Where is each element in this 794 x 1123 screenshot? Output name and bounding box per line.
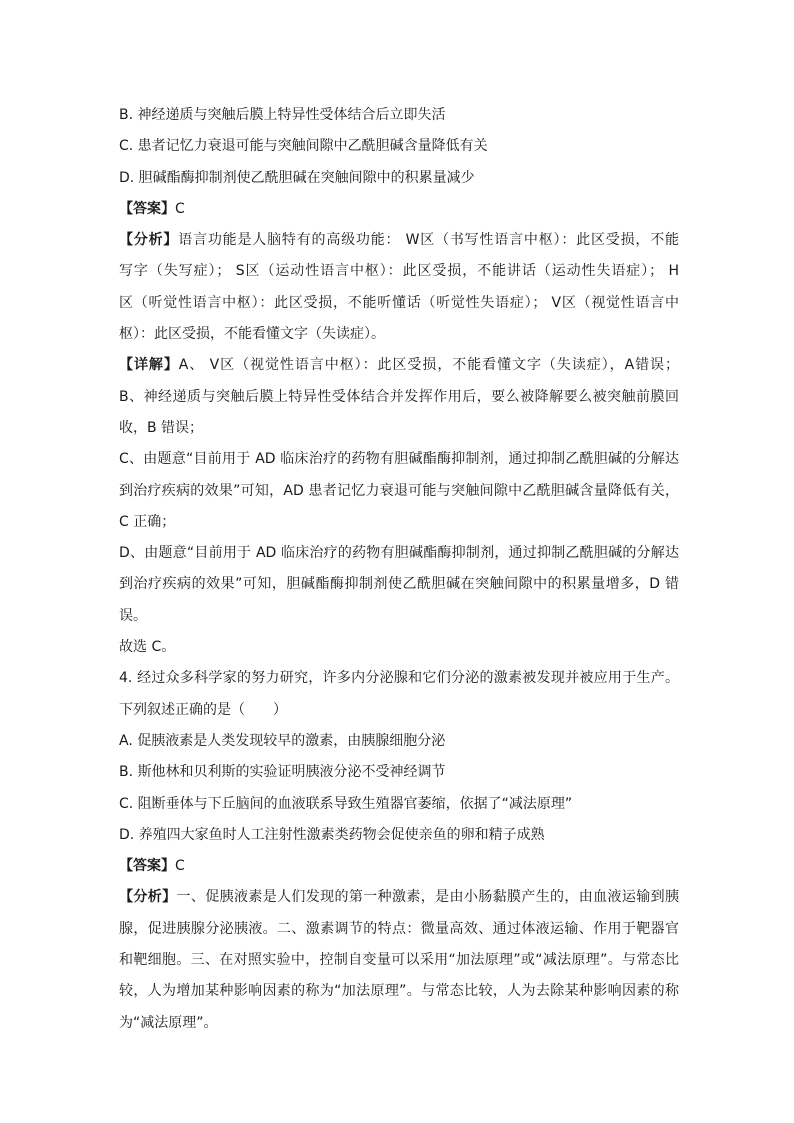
text-line	[119, 476, 679, 507]
section-tag: 【答案】	[119, 858, 175, 875]
text-line	[119, 976, 679, 1007]
section-tag: 【分析】	[119, 889, 177, 906]
line-text: A、 V区（视觉性语言中枢）：此区受损，不能看懂文字（失读症），A错误；	[178, 357, 679, 374]
line-text: 误。	[119, 607, 147, 624]
text-line	[119, 319, 679, 350]
text-line	[119, 131, 679, 162]
text-line	[119, 507, 679, 538]
document-body	[119, 100, 679, 1039]
text-line	[119, 1008, 679, 1039]
text-line	[119, 444, 679, 475]
section-tag: 【详解】	[119, 357, 179, 374]
text-line	[119, 820, 679, 851]
line-text: 区（听觉性语言中枢）：此区受损，不能听懂话（听觉性失语症）； V区（视觉性语言中	[119, 294, 679, 311]
line-text: D. 胆碱酯酶抑制剂使乙酰胆碱在突触间隙中的积累量减少	[119, 169, 475, 186]
text-line	[119, 851, 679, 882]
line-text: C. 阻断垂体与下丘脑间的血液联系导致生殖器官萎缩，依据了“减法原理”	[119, 795, 573, 812]
text-line	[119, 601, 679, 632]
line-text: 和靶细胞。三、在对照实验中，控制自变量可以采用“加法原理”或“减法原理”。与常态比	[119, 952, 679, 969]
line-text: 枢）：此区受损，不能看懂文字（失读症）。	[119, 326, 385, 343]
text-line	[119, 663, 679, 694]
text-line	[119, 288, 679, 319]
line-text: D. 养殖四大家鱼时人工注射性激素类药物会促使亲鱼的卵和精子成熟	[119, 826, 545, 843]
text-line	[119, 163, 679, 194]
line-text: 收，B 错误；	[119, 419, 204, 436]
text-line	[119, 538, 679, 569]
line-text: 较，人为增加某种影响因素的称为“加法原理”。与常态比较，人为去除某种影响因素的称	[119, 983, 679, 1000]
section-tag: 【分析】	[119, 232, 179, 249]
line-text: C	[175, 858, 185, 875]
text-line	[119, 882, 679, 913]
text-line	[119, 726, 679, 757]
line-text: B. 神经递质与突触后膜上特异性受体结合后立即失活	[119, 107, 446, 123]
line-text: 写字（失写症）； S区（运动性语言中枢）：此区受损，不能讲话（运动性失语症）； H	[119, 263, 679, 280]
text-line	[119, 225, 679, 256]
text-line	[119, 256, 679, 287]
line-text: 到治疗疾病的效果”可知，胆碱酯酶抑制剂使乙酰胆碱在突触间隙中的积累量增多，D 错	[119, 576, 679, 593]
text-line	[119, 100, 679, 131]
line-text: 为“减法原理”。	[119, 1014, 218, 1031]
text-line	[119, 945, 679, 976]
text-line	[119, 789, 679, 820]
text-line	[119, 757, 679, 788]
line-text: C. 患者记忆力衰退可能与突触间隙中乙酰胆碱含量降低有关	[119, 138, 488, 155]
text-line	[119, 695, 679, 726]
line-text: 腺，促进胰腺分泌胰液。二、激素调节的特点：微量高效、通过体液运输、作用于靶器官	[119, 920, 679, 937]
text-line	[119, 413, 679, 444]
line-text: D、由题意“目前用于 AD 临床治疗的药物有胆碱酯酶抑制剂，通过抑制乙酰胆碱的分解达	[119, 545, 679, 562]
line-text: 故选 C。	[119, 639, 176, 656]
line-text: 语言功能是人脑特有的高级功能： W区（书写性语言中枢）：此区受损，不能	[178, 232, 679, 249]
line-text: C 正确；	[119, 513, 176, 530]
text-line	[119, 632, 679, 663]
line-text: C、由题意“目前用于 AD 临床治疗的药物有胆碱酯酶抑制剂，通过抑制乙酰胆碱的分解达	[119, 451, 679, 468]
line-text: 到治疗疾病的效果”可知，AD 患者记忆力衰退可能与突触间隙中乙酰胆碱含量降低有关，	[119, 482, 679, 499]
line-text: 下列叙述正确的是（ ）	[119, 701, 287, 718]
text-line	[119, 350, 679, 381]
text-line	[119, 382, 679, 413]
line-text: B、神经递质与突触后膜上特异性受体结合并发挥作用后，要么被降解要么被突触前膜回	[119, 388, 679, 405]
line-text: A. 促胰液素是人类发现较早的激素，由胰腺细胞分泌	[119, 732, 446, 749]
text-line	[119, 194, 679, 225]
line-text: 一、促胰液素是人们发现的第一种激素，是由小肠黏膜产生的，由血液运输到胰	[176, 889, 679, 906]
line-text: C	[175, 200, 185, 217]
line-text: B. 斯他林和贝利斯的实验证明胰液分泌不受神经调节	[119, 764, 446, 781]
section-tag: 【答案】	[119, 200, 175, 217]
text-line	[119, 569, 679, 600]
text-line	[119, 914, 679, 945]
line-text: 4. 经过众多科学家的努力研究，许多内分泌腺和它们分泌的激素被发现并被应用于生产。	[119, 670, 679, 687]
